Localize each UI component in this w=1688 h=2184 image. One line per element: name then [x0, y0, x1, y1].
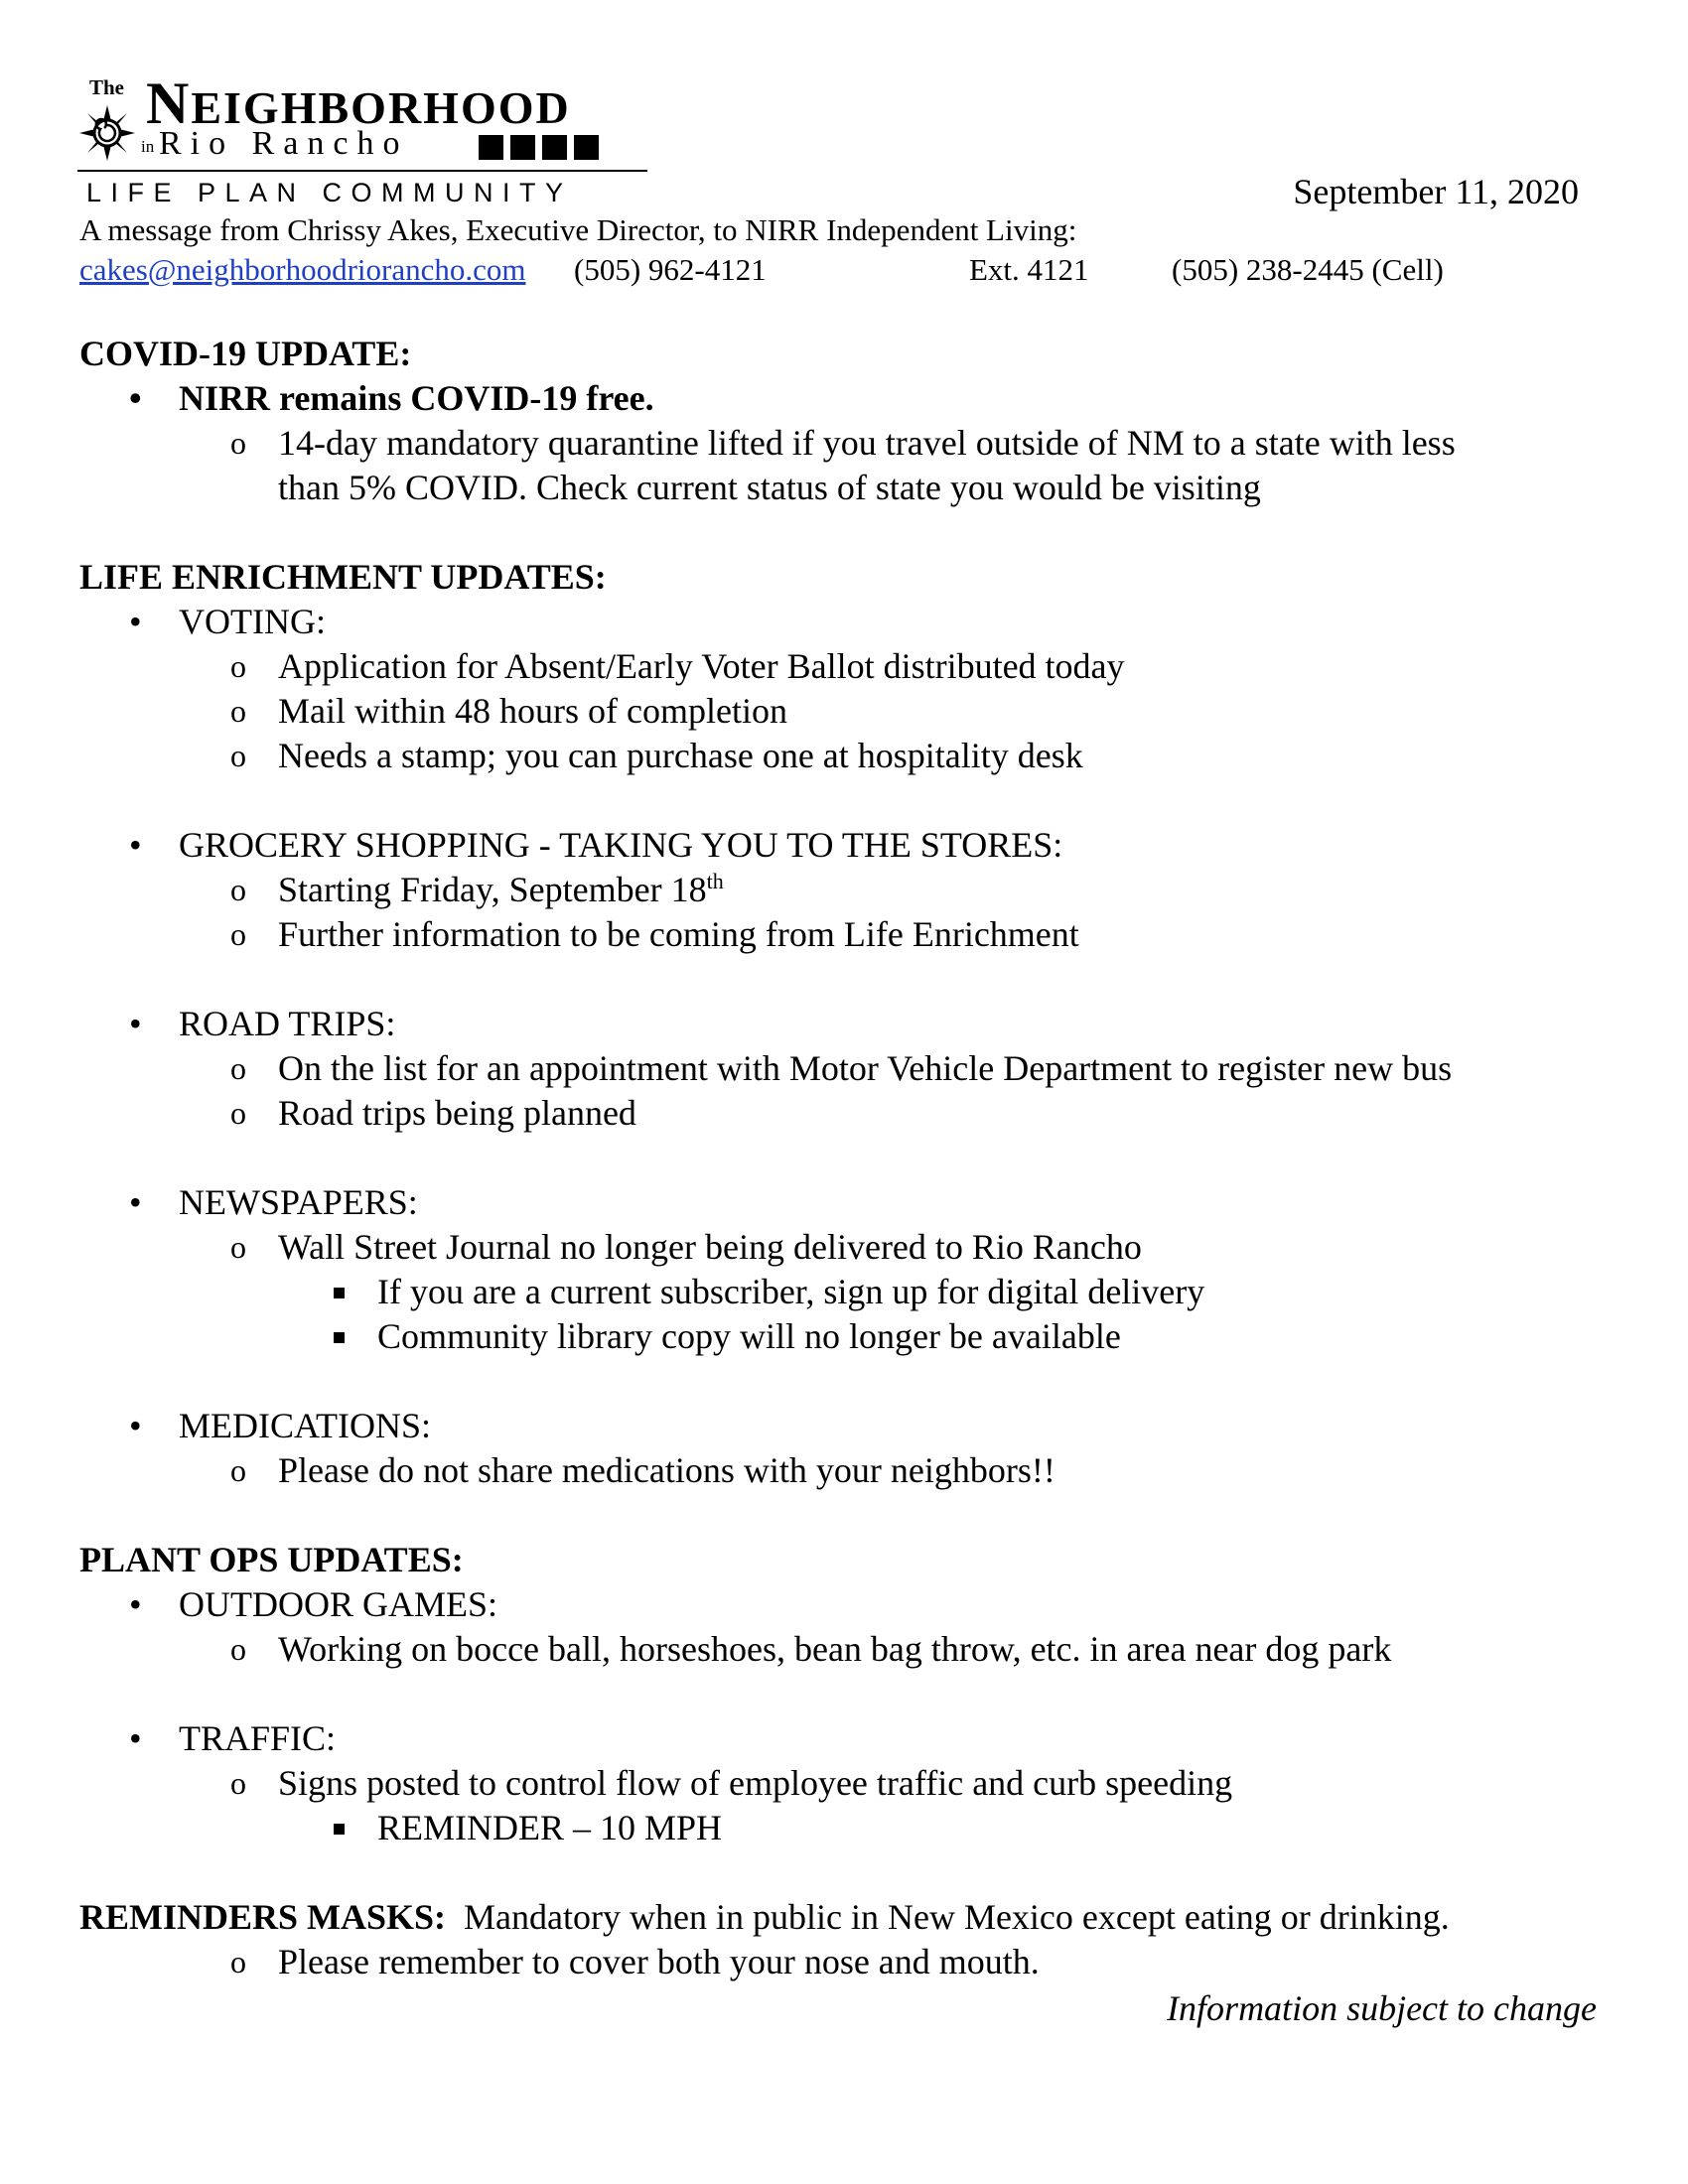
list-item: o Application for Absent/Early Voter Ballot distributed today — [79, 644, 1628, 689]
list-item: o Further information to be coming from Life Enrichment — [79, 912, 1628, 957]
contact-info — [79, 252, 1569, 292]
covid-list — [79, 376, 1628, 510]
list-item: o Mail within 48 hours of completion — [79, 689, 1628, 734]
grocery-label: • GROCERY SHOPPING - TAKING YOU TO THE STORES: — [79, 823, 1628, 868]
message-intro: A message from Chrissy Akes, Executive Director, to NIRR Independent Living: — [79, 212, 1077, 247]
road-trips-label: • ROAD TRIPS: — [79, 1002, 1628, 1046]
list-item: o Please do not share medications with your neighbors!! — [79, 1448, 1628, 1493]
list-item: o On the list for an appointment with Motor Vehicle Department to register new bus — [79, 1046, 1628, 1091]
list-item: o Please remember to cover both your nose and mouth. — [79, 1940, 1628, 1984]
list-item: o Starting Friday, September 18th — [79, 868, 1628, 912]
cell-number: (505) 238-2445 (Cell) — [1172, 252, 1444, 287]
logo-name-rest: EIGHBORHOOD — [191, 82, 571, 133]
logo-tagline: LIFE PLAN COMMUNITY — [86, 178, 573, 207]
list-subitem: REMINDER – 10 MPH — [79, 1806, 1628, 1850]
logo-in-text: in — [141, 137, 155, 156]
list-subitem: Community library copy will no longer be available — [79, 1314, 1628, 1359]
list-item: o Wall Street Journal no longer being delivered to Rio Rancho — [79, 1225, 1628, 1270]
reminders-line — [79, 1895, 1628, 1940]
list-item: o Signs posted to control flow of employee traffic and curb speeding — [79, 1761, 1628, 1806]
logo-divider — [77, 170, 647, 172]
list-item: o Working on bocce ball, horseshoes, bean bag throw, etc. in area near dog park — [79, 1627, 1628, 1672]
phone-extension: Ext. 4121 — [969, 252, 1089, 287]
plant-ops-heading: PLANT OPS UPDATES: — [79, 1540, 464, 1579]
medications-label: • MEDICATIONS: — [79, 1404, 1628, 1448]
letter-body — [79, 332, 1628, 1984]
reminders-heading: REMINDERS MASKS: — [79, 1897, 447, 1937]
logo-name — [146, 70, 571, 136]
list-item: o Needs a stamp; you can purchase one at hospitality desk — [79, 734, 1628, 778]
traffic-label: • TRAFFIC: — [79, 1716, 1628, 1761]
email-link[interactable]: cakes@neighborhoodriorancho.com — [79, 252, 526, 287]
list-item: o Road trips being planned — [79, 1091, 1628, 1136]
logo-rio-rancho: Rio Rancho — [159, 125, 409, 162]
footer-note: Information subject to change — [1167, 1988, 1597, 2028]
phone-number: (505) 962-4121 — [574, 252, 767, 287]
logo-the-text: The — [89, 75, 125, 99]
logo-squares — [479, 135, 606, 165]
sun-spiral-icon — [77, 103, 137, 163]
voting-label: • VOTING: — [79, 600, 1628, 644]
covid-heading: COVID-19 UPDATE: — [79, 334, 412, 373]
life-enrichment-list — [79, 600, 1628, 778]
covid-bullet: • NIRR remains COVID-19 free. — [79, 376, 1628, 421]
list-item: o 14-day mandatory quarantine lifted if you travel outside of NM to a state with less than 5% COVID. Check current status of state you would be visiting — [79, 421, 1628, 510]
neighborhood-logo — [77, 70, 653, 207]
outdoor-games-label: • OUTDOOR GAMES: — [79, 1582, 1628, 1627]
life-enrichment-heading: LIFE ENRICHMENT UPDATES: — [79, 557, 607, 597]
newspapers-label: • NEWSPAPERS: — [79, 1180, 1628, 1225]
reminders-text: Mandatory when in public in New Mexico except eating or drinking. — [446, 1897, 1450, 1937]
list-subitem: If you are a current subscriber, sign up for digital delivery — [79, 1270, 1628, 1314]
letter-date: September 11, 2020 — [1293, 172, 1579, 211]
logo-name-initial: N — [146, 70, 192, 136]
